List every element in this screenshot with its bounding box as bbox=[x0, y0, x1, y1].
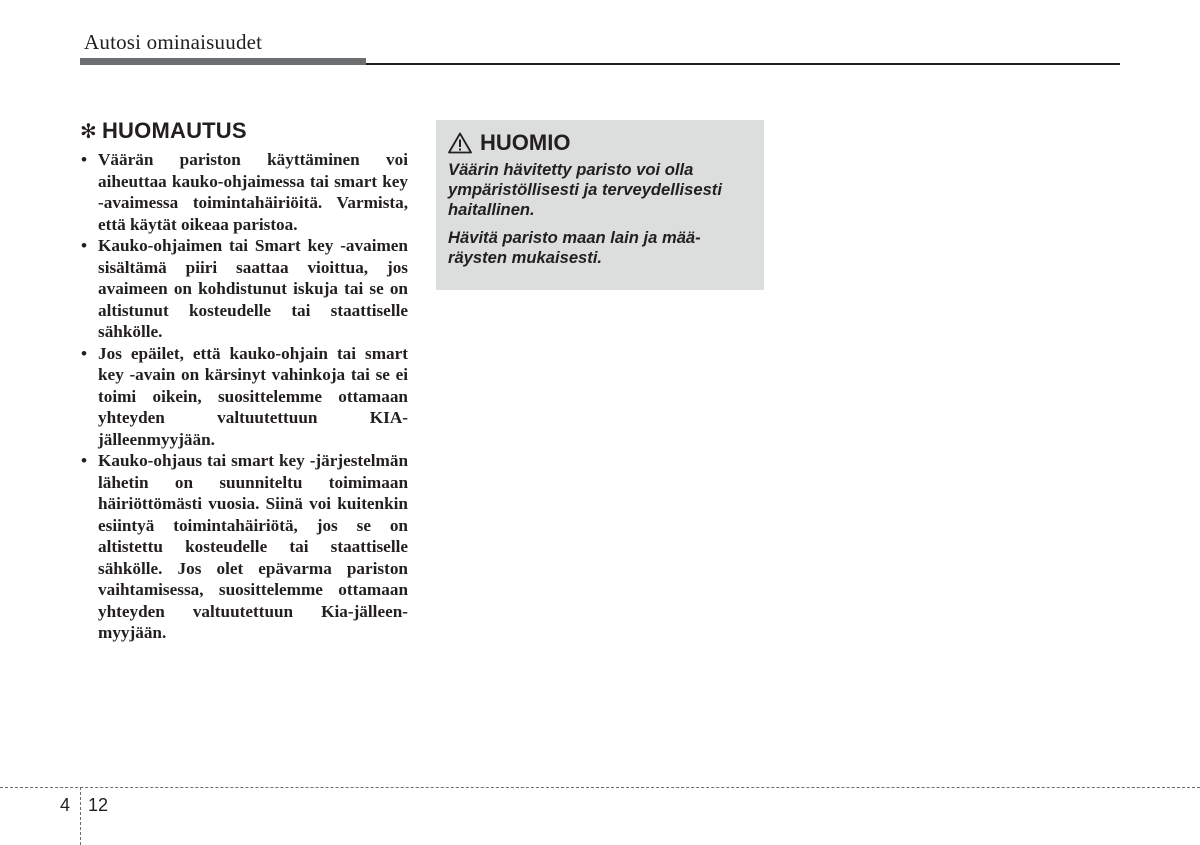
warning-heading-text: HUOMIO bbox=[480, 130, 571, 155]
note-list bbox=[80, 149, 408, 644]
bullet-icon: • bbox=[81, 150, 88, 169]
bullet-icon: • bbox=[81, 343, 88, 363]
note-item-text: Kauko-ohjaimen tai Smart key -avaimen sisältämä piiri saattaa vioittua, jos avaimeen on kohdistunut iskuja tai se on altistunut kosteudelle tai staattiselle sähkölle. bbox=[98, 236, 408, 341]
warning-paragraph: Hävitä paristo maan lain ja määräysten mukaisesti. bbox=[448, 228, 701, 267]
note-heading-text: HUOMAUTUS bbox=[101, 118, 247, 143]
note-item bbox=[80, 343, 408, 451]
note-item bbox=[80, 235, 408, 343]
warning-heading bbox=[448, 130, 754, 156]
footer-dashed-rule bbox=[0, 787, 1200, 788]
header-accent-bar bbox=[80, 58, 366, 65]
page-number: 12 bbox=[88, 795, 109, 815]
note-item-text: Väärän pariston käyttäminen voi aiheuttaa kauko-ohjaimessa tai smart key -avaimessa toimintahäiriöitä. Varmista, että käytät oikeaa paristoa. bbox=[98, 150, 408, 234]
footer-dashed-divider bbox=[80, 787, 81, 845]
note-heading bbox=[80, 118, 247, 144]
chapter-number: 4 bbox=[60, 795, 71, 815]
note-item bbox=[80, 149, 408, 235]
warning-triangle-icon bbox=[448, 132, 472, 154]
note-item-text: Jos epäilet, että kauko-ohjain tai smart key -avain on kärsinyt vahinkoja tai se ei toimi oikein, suosittelemme ottamaan yhteyden valtuutettuun KIA-jälleenmyyjään. bbox=[98, 343, 408, 449]
note-item-text: Kauko-ohjaus tai smart key -järjestelmän lähetin on suunniteltu toimimaan häiriöttömästi vuosia. Siinä voi kuitenkin esiintyä toimintahäiriötä, jos se on altistettu kosteudelle tai staattiselle sähkölle. Jos olet epävarma pariston vaihtamisessa, suosittelemme ottamaan yhteyden valtuutettuun Kia-jälleenmyyjään. bbox=[98, 451, 408, 642]
note-item bbox=[80, 450, 408, 644]
warning-box bbox=[436, 120, 764, 290]
section-title: Autosi ominaisuudet bbox=[84, 30, 263, 54]
header-rule bbox=[366, 63, 1120, 65]
bullet-icon: • bbox=[81, 451, 88, 470]
warning-paragraph: Väärin hävitetty paristo voi olla ympäristöllisesti ja terveydellisesti haitallinen. bbox=[448, 160, 722, 219]
bullet-icon: • bbox=[81, 236, 88, 255]
asterisk-icon: ✻ bbox=[80, 120, 97, 143]
